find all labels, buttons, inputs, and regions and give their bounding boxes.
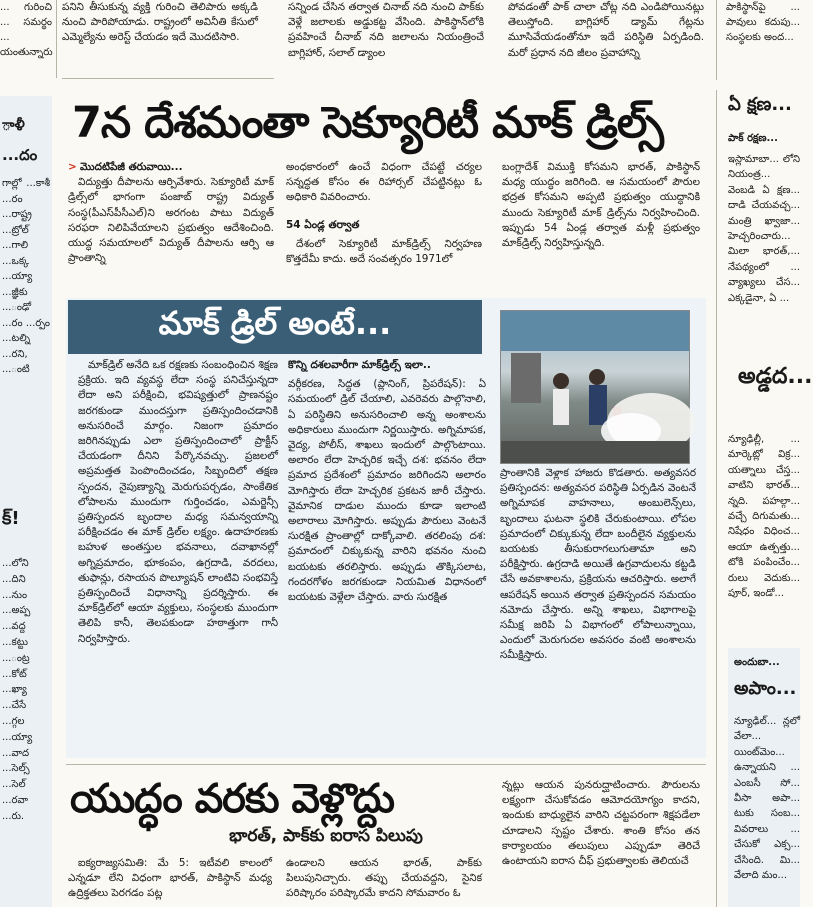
bottom-subheadline: భారత్, పాక్‌కు ఐరాస పిలుపు <box>229 826 423 846</box>
mock-drill-banner: మాక్ డ్రిల్ అంటే... <box>68 300 482 354</box>
main-col-2-subhead: 54 ఏండ్ల తర్వాత <box>286 218 360 231</box>
right-box <box>728 648 800 907</box>
main-headline: 7న దేశమంతా సెక్యూరిటీ మాక్ డ్రిల్స్ <box>72 98 663 148</box>
main-dateline: మొదటిపేజీ తరువాయి... <box>80 161 183 173</box>
mock-col-2 <box>288 358 486 756</box>
chevron-right-icon: > <box>68 161 77 173</box>
main-col-3 <box>502 160 700 294</box>
right-subtitle-1: పాక్ రక్షణ... <box>728 133 778 144</box>
main-col-1-text: విద్యుత్తు దీపాలను ఆర్పివేశారు. సెక్యూరిటీ మాక్ డ్రిల్స్‌లో భాగంగా పంజాబ్ రాష్ట్ర విద్యుత్ సంస్థ(పీఎస్‌పీసీఎల్)ని అరగంట పాటు విద్యుత్ సరఫరా నిలిపివేయాలని ప్రభుత్వం ఆదేశించింది. యుద్ధ సమయాలలో విద్యుత్ దీపాలను ఆర్పి ఆ ప్రాంతాన్ని <box>68 176 274 265</box>
right-box-title: అపాం... <box>734 678 797 699</box>
main-col-2 <box>286 160 482 294</box>
bottom-col-3: న్నట్లు ఆయన పునరుద్ఘాటించారు. పౌరులను లక్ష్యంగా చేసుకోవడం ఆమోదయోగ్యం కాదని, ఇందుకు బాధ్యులైన వారిని చట్టపరంగా శిక్షపడేలా చూడాలని స్పష్టం చేశారు. శాంతి కోసం తన కార్యాలయం తలుపులు ఎప్పుడూ తెరిచే ఉంటాయని ఐరాస చీఫ్ ప్రభుత్వాలకు తెలియచే <box>502 779 700 868</box>
right-title-1: ఏ క్షణ... <box>728 94 792 115</box>
top-col-2: సన్నిండ చేసిన తర్వాత చినాబ్ నది నుంచి పాక్‌కు వెళ్లే జలాలకు అడ్డుకట్ట వేసింది. పాకిస్థాన్‌లోకి ప్రవహించే చీనాబ్ నది జలాలను నియంత్రించే బాగ్లిహార్, సలాల్ డ్యాంల <box>288 1 484 59</box>
top-left-snippet: ... గురించి ... సమర్థం ... యంతున్నారు <box>0 2 53 58</box>
left-snippet-body-2: ...లోని ...దిని ...నుం ...అప్ప ...వద్ద ...కట్టు ...ంట్ర ...కోట్ ...ఖ్యా ...చేసే ...గ్గల ...య్యా ...వాద ...సెల్స్ ...సెల్ ...రవా ...రు. <box>2 558 33 822</box>
right-box-body: న్యూఢిల్... న్లలో వేలా... యింట్‌మెం... ఉన్నాయని ... ఎంబసీ సో... వీసా అపా... టుకు సంబ... వివరాలు ... చేసుకో ఎక్స... చేసింది. మి... వేలాది మం... <box>734 716 800 882</box>
mock-col-2-subhead: కొన్ని దశలవారీగా మాక్‌డ్రిల్స్ ఇలా.. <box>288 359 431 371</box>
top-col-3: పోవడంతో పాక్ చాలా చోట్ల నది ఎండిపోయినట్లు తెలుస్తోంది. బాగ్లిహార్ డ్యామ్ గేట్లను మూసివేయడంతోనూ ఇదే పరిస్థితి ఏర్పడింది. మరో ప్రధాన నది జీలం ప్రవాహాన్ని <box>508 1 704 59</box>
top-col-1: పనిని తీసుకున్న వ్యక్తి గురించి తెలిపారు అక్కడి నుంచి పారిపోయాడు. రాష్ట్రంలో అవినీతి కేసులో ఎమ్మెల్యేను అరెస్ట్ చేయడం ఇదే మొదటిసారి. <box>62 1 258 44</box>
main-col-2-text-b: దేశంలో సెక్యూరిటీ మాక్‌డ్రిల్స్ నిర్వహణ కొత్తదేమీ కాదు. అదే సంవత్సరం 1971లో <box>286 237 482 266</box>
left-sidebar <box>0 96 52 907</box>
main-col-2-text: అంధకారంలో ఉంచే విధంగా చేపట్టే చర్యల సన్నద్ధత కోసం ఈ రిహార్సల్ చేపట్టినట్లు ఓ అధికారి వివరించారు. <box>286 161 482 204</box>
bottom-col-2: ఉండాలని ఆయన భారత్, పాక్‌కు పిలుపునిచ్చారు. తప్పు చేయవద్దని, సైనిక పరిష్కారం పరిష్కారమే కాదని సోమవారం ఓ <box>286 857 482 900</box>
right-body-2: న్యూఢిల్లీ, ... మార్కెట్లో విక్ర... యత్నాలు చేస్త... వాటిని భారత్‌... న్నది. పహల్గా... వచ్చే దిగుమతు... నిషేధం విధించ... ఆయా ఉత్పత్తు... టోకి పంపించేం... రులు వెదుకు... పూర్, ఇండో... <box>728 434 800 600</box>
mock-col-3-text: ప్రాంతానికి వెళ్లాక హాజరు కొడతారు. అత్యవసర ప్రతిస్పందన: అత్యవసర పరిస్థితి ఏర్పడిన వెంటనే అగ్నిమాపక వాహనాలు, అంబులెన్స్‌లు, బృందాలు ఘటనా స్థలికి చేరుకుంటాయి. లోపల ప్రమాదంలో చిక్కుకున్న లేదా బందీలైన వ్యక్తులను బయటకు తీసుకురాగలుగుతామా అని పరీక్షిస్తారు. ఉగ్రదాడి అయితే ఉగ్రవాదులను కట్టడి చేసే అవకాశాలను, ప్రక్రియను ఆచరిస్తారు. అలాగే ఆపరేషన్ అయిన తర్వాత ప్రతిస్పందన సమయం నమోదు చేస్తారు. అన్ని శాఖలు, విభాగాలపై సమీక్ష జరిపి ఏ విభాగంలో లోపాలున్నాయి, ఎందులో మెరుగుదల అవసరం వంటి అంశాలను సమీక్షిస్తారు. <box>500 467 696 662</box>
mock-col-1-text: మాక్‌డ్రిల్ అనేది ఒక రక్షణకు సంబంధించిన శిక్షణ ప్రక్రియ. ఇది వ్యవస్థ లేదా సంస్థ పనిచేస్తున్నదా లేదా అని పరీక్షించి, భవిష్యత్తులో ప్రాణనష్టం జరగకుండా ముందస్తుగా ప్రతిస్పందించడానికి అనుసరించే మార్గం. నిజంగా ప్రమాదం జరిగినప్పుడు ఎలా ప్రతిస్పందించాలో ప్రాక్టీస్ చేయడంగా దీనిని పేర్కొనవచ్చు. ప్రజలలో అప్రమత్తత పెంపొందించడం, సిబ్బందిలో తక్షణ స్పందన, నైపుణ్యాన్ని మెరుగుపర్చడం, సాంకేతిక లోపాలను ముందుగా గుర్తించడం, ఎమర్జెన్సీ ప్రతిస్పందన బృందాల మధ్య సమన్వయాన్ని పరీక్షించడం ఈ మాక్ డ్రిల్‌ల లక్ష్యం. ఉదాహరణకు బహుళ అంతస్తుల భవనాలు, దవాఖానల్లో అగ్నిప్రమాదం, భూకంపం, ఉగ్రదాడి, వరదలు, తుఫాన్లు, రసాయన పొల్యూషన్ లాంటివి సంభవిస్తే ప్రతిస్పందించే విధానాన్ని ప్రదర్శిస్తారు. ఈ మాక్‌డ్రిల్‌లో ఆయా వ్యక్తులు, సంస్థలకు ముందుగా తెలిపి కానీ, తెలపకుండా హఠాత్తుగా గానీ నిర్వహిస్తారు. <box>78 359 278 645</box>
left-snippet-title: ాళీ ...దం <box>2 116 38 164</box>
fire-drill-scene-icon <box>501 311 689 463</box>
main-col-1 <box>68 160 274 294</box>
mock-col-3 <box>500 466 696 756</box>
bottom-headline: యుద్ధం వరకు వెళ్లొద్దు <box>70 776 395 822</box>
right-box-kicker: అందుబా... <box>734 657 780 668</box>
left-snippet-body: గాల్లో ...కాశీ ...రం ...రాష్ట్ర ...ట్రోల్ ...గాలి ...ఒక్క ...య్యా ...జ్ఞీకు ...ంఢో ...రం ...ర్పం ...టల్ని ...రని, ...ంటి <box>2 178 50 375</box>
top-right-snippet: పాకిస్థాన్‌పై ... పావులు కదుపు... సంస్థలకు అంద... <box>726 2 800 44</box>
main-col-3-text: బంగ్లాదేశ్ విముక్తి కోసమని భారత్, పాకిస్థాన్ మధ్య యుద్ధం జరిగింది. ఆ సమయంలో పౌరుల భద్రత కోసమని అప్పటి ప్రభుత్వం యుద్ధానికి ముందు సెక్యూరిటీ మాక్ డ్రిల్స్‌ను నిర్వహించింది. ఇప్పుడు 54 ఏండ్ల తర్వాత మళ్లీ ప్రభుత్వం మాక్‌డ్రిల్స్ నిర్వహిస్తున్నది. <box>502 161 700 250</box>
left-snippet-title-2: క్! <box>2 508 20 529</box>
fire-drill-photo <box>500 310 690 464</box>
bottom-col-1: ఐక్యరాజ్యసమితి: మే 5: ఇటీవలి కాలంలో ఎన్నడూ లేని విధంగా భారత్, పాకిస్థాన్ మధ్య ఉద్రిక్తతలు పెరగడం పట్ల <box>68 857 272 900</box>
mock-col-1 <box>78 358 278 756</box>
right-title-2: అడ్డద... <box>738 364 813 389</box>
mock-col-2-text: వర్గీకరణ, సిద్ధత (ప్లానింగ్, ప్రిపరేషన్): ఏ సమయంలో డ్రిల్ చేయాలి, ఎవరెవరు పాల్గొనాలి, ఏ పరిస్థితిని అనుసరించాలి అన్న అంశాలను అధికారులు ముందుగా నిర్ణయిస్తారు. అగ్నిమాపక, వైద్య, పోలీస్, శాఖలు ఇందులో పాల్గొంటాయి. అలారం లేదా హెచ్చరిక ఇచ్చే దశ: భవనం లేదా ప్రమాద ప్రదేశంలో ప్రమాదం జరిగిందని అలారం మోగిస్తారు లేదా హెచ్చరిక ప్రకటన జారీ చేస్తారు. వైమానిక దాడుల ముందు కూడా ఇలాంటి అలారాలు మోగిస్తారు. అప్పుడు పౌరులు వెంటనే సురక్షిత ప్రాంతాల్లో దాక్కోవాలి. తరలింపు దశ: ప్రమాదంలో చిక్కుకున్న వారిని భవనం నుంచి బయటకు తరలిస్తారు. అప్పుడు తొక్కిసలాట, గందరగోళం జరగకుండా నియమిత విధానంలో బయటకు వెళ్లేలా చేస్తారు. వారు సురక్షిత <box>288 378 486 604</box>
right-body-1: ఇస్లామాబా... లోని నియంత్ర... వెంబడి ఏ క్షణ... దాడి చేయవచ్చ... మంత్రి ఖ్వాజా... హెచ్చరించారు... మిలా భారత్,... నేపథ్యంలో ... వ్యాఖ్యలు చేస... ఎక్కడైనా, ఏ ... <box>728 154 800 304</box>
